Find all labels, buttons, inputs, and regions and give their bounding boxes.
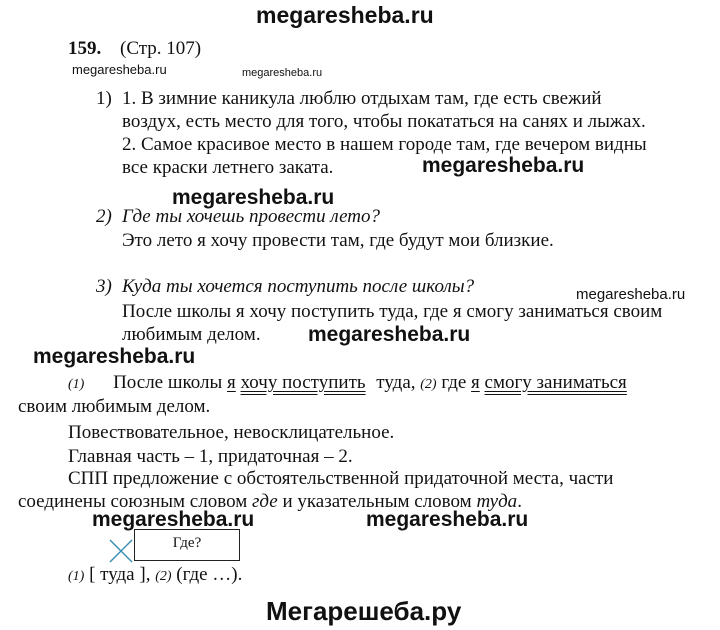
analysis-continuation: своим любимым делом. — [18, 396, 211, 417]
clause-marker-2: (2) — [420, 377, 437, 392]
watermark-mid-2: megaresheba.ru — [172, 186, 335, 209]
watermark-mid-1: megaresheba.ru — [422, 154, 585, 177]
phrase-after-school: После школы — [113, 372, 223, 393]
watermark-bottom-right: megaresheba.ru — [366, 508, 529, 531]
watermark-bottom-left: megaresheba.ru — [92, 508, 255, 531]
predicate-2: смогу заниматься — [484, 372, 627, 393]
page-reference: (Стр. 107) — [120, 38, 202, 59]
sentence-scheme — [68, 564, 242, 588]
word-tuda-italic: туда — [476, 491, 518, 512]
q3-question: Куда ты хочется поступить после школы? — [122, 276, 475, 297]
spp-description-line-1: СПП предложение с обстоятельственной придаточной места, части — [68, 468, 614, 489]
clause-marker-1: (1) — [68, 377, 85, 392]
q3-answer-line-1: После школы я хочу поступить туда, где я смогу заниматься своим — [122, 301, 663, 322]
scheme-marker-2: (2) — [155, 569, 172, 584]
word-gde-italic: где — [251, 491, 278, 512]
predicate-1: хочу поступить — [240, 372, 366, 393]
subject-1: я — [227, 372, 236, 393]
q1-line-3: 2. Самое красивое место в нашем городе там, где вечером видны — [122, 134, 647, 155]
sentence-type: Повествовательное, невосклицательное. — [68, 422, 395, 443]
q1-line-1: 1. В зимние каникула люблю отдыхам там, где есть свежий — [122, 88, 602, 109]
word-tuda: туда, — [376, 372, 416, 393]
question-box-label: Где? — [172, 535, 202, 551]
watermark-small-1: megaresheba.ru — [72, 62, 167, 77]
q2-answer: Это лето я хочу провести там, где будут мои близкие. — [122, 230, 554, 251]
watermark-left: megaresheba.ru — [33, 345, 196, 368]
scheme-marker-1: (1) — [68, 569, 85, 584]
q1-line-2: воздух, есть место для того, чтобы покататься на санях и лыжах. — [122, 111, 646, 132]
watermark-mid-3: megaresheba.ru — [308, 323, 471, 346]
sentence-analysis — [68, 372, 627, 396]
q3-answer-line-2: любимым делом. — [122, 324, 261, 345]
word-gde: где — [441, 372, 467, 393]
scheme-main-clause: [ туда ], — [89, 564, 151, 585]
watermark-top: megaresheba.ru — [256, 2, 434, 28]
watermark-small-2: megaresheba.ru — [242, 67, 323, 79]
scheme-subordinate-clause: (где …). — [176, 564, 243, 585]
subject-2: я — [471, 372, 480, 393]
sentence-parts: Главная часть – 1, придаточная – 2. — [68, 446, 353, 467]
q2-number: 2) — [96, 206, 112, 227]
q1-number: 1) — [96, 88, 112, 109]
q1-line-4: все краски летнего заката. — [122, 157, 334, 178]
q2-question: Где ты хочешь провести лето? — [122, 206, 381, 227]
q3-number: 3) — [96, 276, 112, 297]
footer-watermark: Мегарешеба.ру — [266, 596, 462, 626]
task-number: 159. — [68, 38, 102, 59]
cross-mark-icon — [108, 538, 134, 564]
watermark-right: megaresheba.ru — [576, 286, 686, 303]
spp-description-line-2: соединены союзным словом где и указательным словом туда. — [18, 491, 522, 512]
